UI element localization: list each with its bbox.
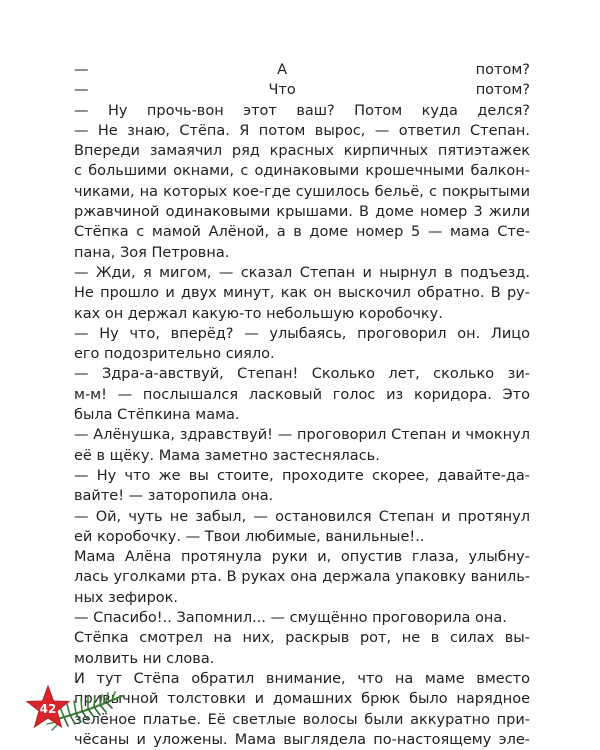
text-line: — Алёнушка, здравствуй! — проговорил Степан и чмокнул: [74, 427, 530, 444]
text-line: его подозрительно сияло.: [74, 346, 275, 363]
text-line: — А потом?: [74, 62, 530, 78]
text-line: была Стёпкина мама.: [74, 407, 240, 424]
text-line: Стёпка с мамой Алёной, а в доме номер 5 — мама Сте-: [74, 224, 530, 241]
text-line: Впереди замаячил ряд красных кирпичных пятиэтажек: [74, 143, 530, 160]
text-line: ках он держал какую-то небольшую коробочку.: [74, 305, 443, 322]
text-line: лась уголками рта. В руках она держала упаковку ваниль-: [74, 569, 530, 586]
page-text: [74, 60, 530, 750]
text-line: — Не знаю, Стёпа. Я потом вырос, — ответил Степан.: [74, 122, 530, 139]
page-number: 42: [39, 702, 57, 716]
text-line: И тут Стёпа обратил внимание, что на маме вместо: [74, 670, 530, 687]
text-line: — Спасибо!.. Запомнил... — смущённо проговорила она.: [74, 610, 507, 627]
text-line: — Ой, чуть не забыл, — остановился Степан и протянул: [74, 508, 530, 525]
text-line: — Здра-а-авствуй, Степан! Сколько лет, сколько зи-: [74, 366, 530, 383]
text-line: Мама Алёна протянула руки и, опустив глаза, улыбну-: [74, 549, 530, 566]
text-line: Не прошло и двух минут, как он выскочил обратно. В ру-: [74, 285, 530, 302]
text-line: вайте! — заторопила она.: [74, 488, 274, 505]
text-line: — Ну прочь-вон этот ваш? Потом куда делся?: [74, 102, 530, 119]
text-line: с большими окнами, с одинаковыми крошечными балкон-: [74, 163, 530, 180]
text-line: — Ну что, вперёд? — улыбаясь, проговорил он. Лицо: [74, 325, 530, 342]
text-line: ей коробочку. — Твои любимые, ванильные!..: [74, 528, 425, 545]
text-line: молвить ни слова.: [74, 650, 215, 667]
text-line: её в щёку. Мама заметно застеснялась.: [74, 447, 380, 464]
text-line: привычной толстовки и домашних брюк было нарядное: [74, 691, 530, 708]
text-line: — Что потом?: [74, 82, 530, 99]
text-line: пана, Зоя Петровна.: [74, 244, 230, 261]
page-footer: [20, 684, 130, 734]
text-line: зелёное платье. Её светлые волосы были аккуратно при-: [74, 711, 530, 728]
text-line: — Ну что же вы стоите, проходите скорее, давайте-да-: [74, 467, 530, 484]
text-line: м-м! — послышался ласковый голос из коридора. Это: [74, 386, 530, 403]
text-line: чёсаны и уложены. Мама выглядела по-настоящему эле-: [74, 731, 530, 748]
text-line: чиками, на которых кое-где сушилось бельё, с покрытыми: [74, 183, 530, 200]
text-line: ных зефирок.: [74, 589, 179, 606]
text-line: — Жди, я мигом, — сказал Степан и нырнул в подъезд.: [74, 264, 530, 281]
text-line: ржавчиной одинаковыми крышами. В доме номер 3 жили: [74, 204, 530, 221]
text-line: Стёпка смотрел на них, раскрыв рот, не в силах вы-: [74, 630, 530, 647]
